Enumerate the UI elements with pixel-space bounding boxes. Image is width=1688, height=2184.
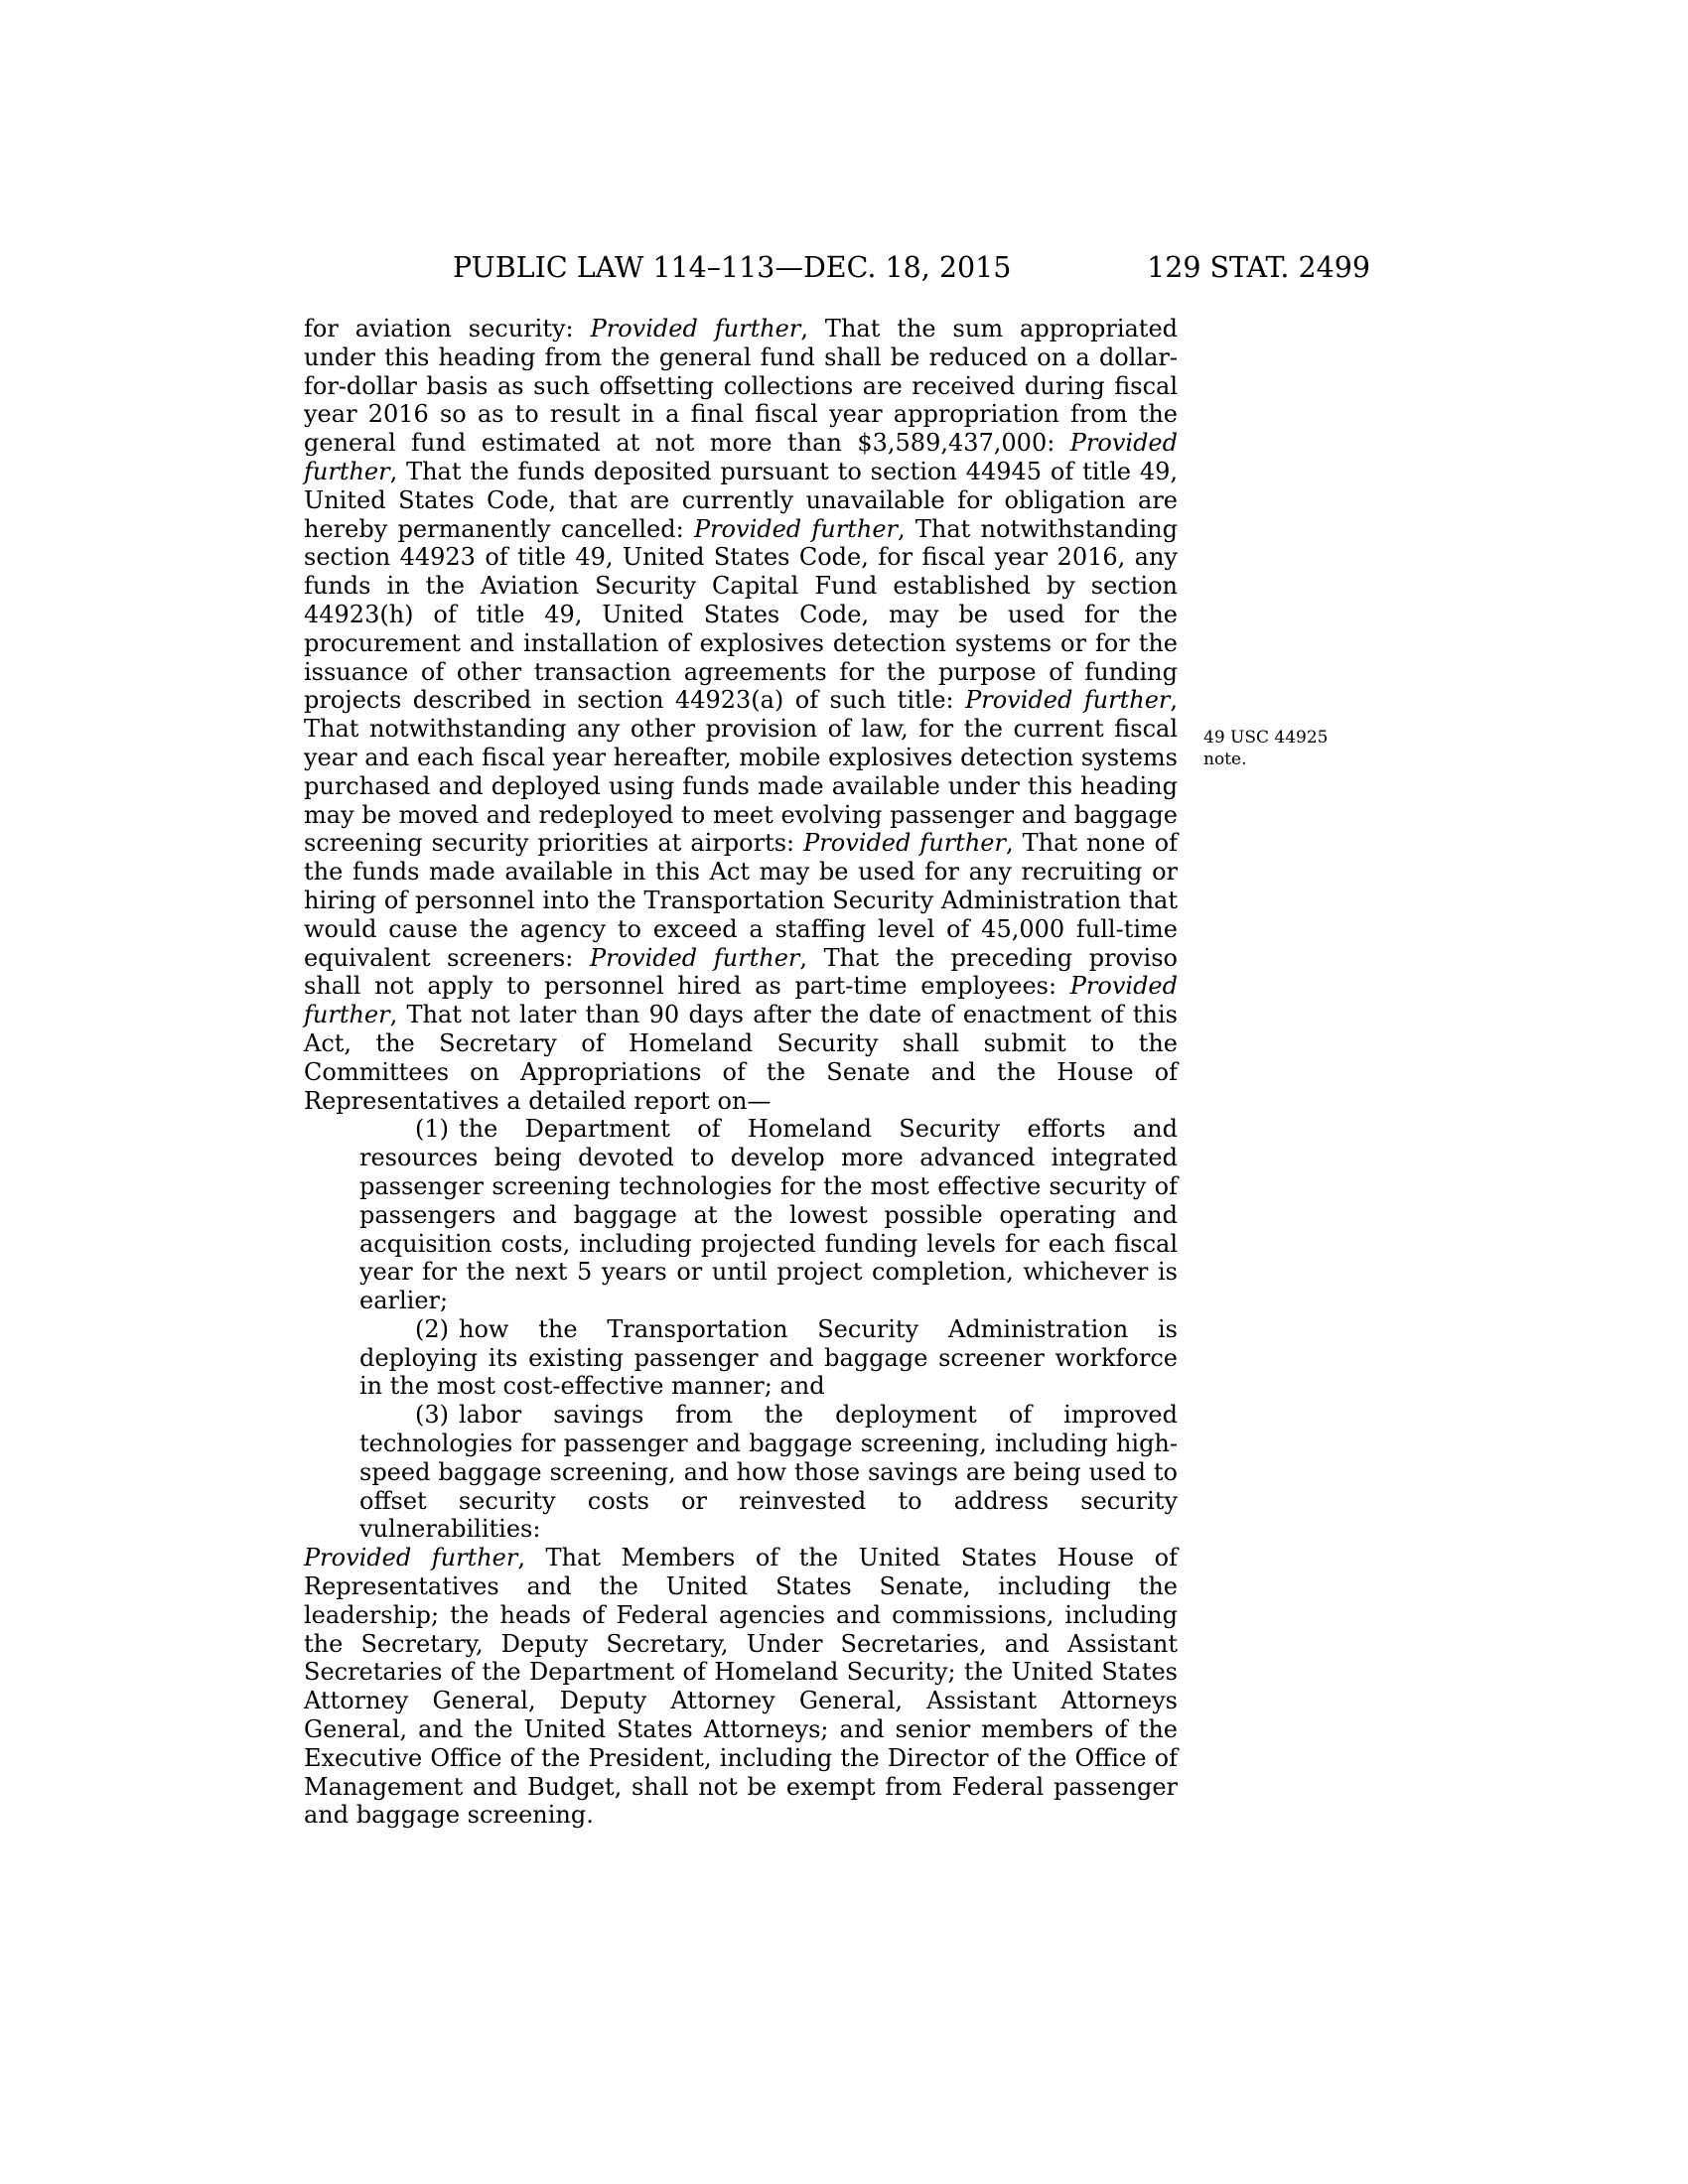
text-run: , That the preceding proviso shall not apply to personnel hired as part-time employees:	[304, 943, 1178, 1001]
statute-body	[304, 315, 1178, 1830]
running-head	[453, 248, 1370, 288]
proviso-phrase: Provided further	[589, 943, 800, 972]
proviso-phrase: Provided further	[304, 1544, 518, 1572]
item-text: how the Transportation Security Administration is deploying its existing passenger and baggage screener workforce in the most cost-effective manner; and	[359, 1314, 1178, 1401]
text-run: , That the sum appropriated under this heading from the general fund shall be reduced on a dollar-for-dollar basis as such offsetting collections are received during fiscal year 2016 so as to result in a final fiscal year appropriation from the general fund estimated at not more than $3,589,437,000:	[304, 315, 1179, 458]
report-item-2	[359, 1315, 1178, 1401]
margin-citation-note	[1203, 727, 1362, 770]
margin-note-citation: 49 USC 44925	[1203, 728, 1329, 748]
proviso-phrase: Provided further	[965, 686, 1171, 715]
final-proviso-paragraph	[304, 1544, 1178, 1830]
proviso-phrase: Provided further	[304, 429, 1178, 485]
report-item-1	[359, 1115, 1178, 1315]
lead-paragraph	[304, 315, 1178, 1115]
proviso-phrase: Provided further	[803, 829, 1006, 858]
text-run: , That none of the funds made available in this Act may be used for any recruiting or hiring of personnel into the Transportation Security Administration that would cause the agency to exceed a staffing level of 45,000 full-time equivalent screeners:	[304, 829, 1178, 972]
item-text: labor savings from the deployment of improved technologies for passenger and baggage screening, including high-speed baggage screening, and how those savings are being used to offset security costs or reinvested to address security vulnerabilities:	[359, 1401, 1178, 1544]
text-run: , That the funds deposited pursuant to section 44945 of title 49, United States Code, that are currently unavailable for obligation are hereby permanently cancelled:	[304, 457, 1178, 543]
statute-page-number: 129 STAT. 2499	[1147, 251, 1370, 284]
item-number: (2)	[415, 1314, 449, 1343]
margin-note-label: note.	[1203, 750, 1247, 769]
text-run: for aviation security:	[304, 315, 591, 342]
text-run: , That Members of the United States House of Representatives and the United States Senate, including the leadership; the heads of Federal agencies and commissions, including the Secretary, Deputy Secretary, Under Secretaries, and Assistant Secretaries of the Department of Homeland Security; the United States Attorney General, Deputy Attorney General, Assistant Attorneys General, and the United States Attorneys; and senior members of the Executive Office of the President, including the Director of the Office of Management and Budget, shall not be exempt from Federal passenger and baggage screening.	[304, 1544, 1179, 1830]
running-head-title: PUBLIC LAW 114–113—DEC. 18, 2015	[453, 251, 1012, 284]
text-run: , That not later than 90 days after the date of enactment of this Act, the Secretary of Homeland Security shall submit to the Committees on Appropriations of the Senate and the House of Representatives a detailed report on—	[304, 1001, 1178, 1115]
proviso-phrase: Provided further	[590, 315, 801, 342]
text-run: , That notwithstanding any other provision of law, for the current fiscal year and each fiscal year hereafter, mobile explosives detection systems purchased and deployed using funds made available under this heading may be moved and redeployed to meet evolving passenger and baggage screening security priorities at airports:	[304, 686, 1179, 858]
text-run: , That notwithstanding section 44923 of title 49, United States Code, for fiscal year 2016, any funds in the Aviation Security Capital Fund established by section 44923(h) of title 49, United States Code, may be used for the procurement and installation of explosives detection systems or for the issuance of other transaction agreements for the purpose of funding projects described in section 44923(a) of such title:	[304, 514, 1179, 715]
report-item-3	[359, 1401, 1178, 1544]
proviso-phrase: Provided further	[693, 514, 899, 543]
item-number: (3)	[415, 1401, 449, 1430]
item-number: (1)	[415, 1115, 449, 1144]
item-text: the Department of Homeland Security efforts and resources being devoted to develop more advanced integrated passenger screening technologies for the most effective security of passengers and baggage at the lowest possible operating and acquisition costs, including projected funding levels for each fiscal year for the next 5 years or until project completion, whichever is earlier;	[359, 1115, 1178, 1315]
proviso-phrase: Provided further	[304, 972, 1178, 1029]
